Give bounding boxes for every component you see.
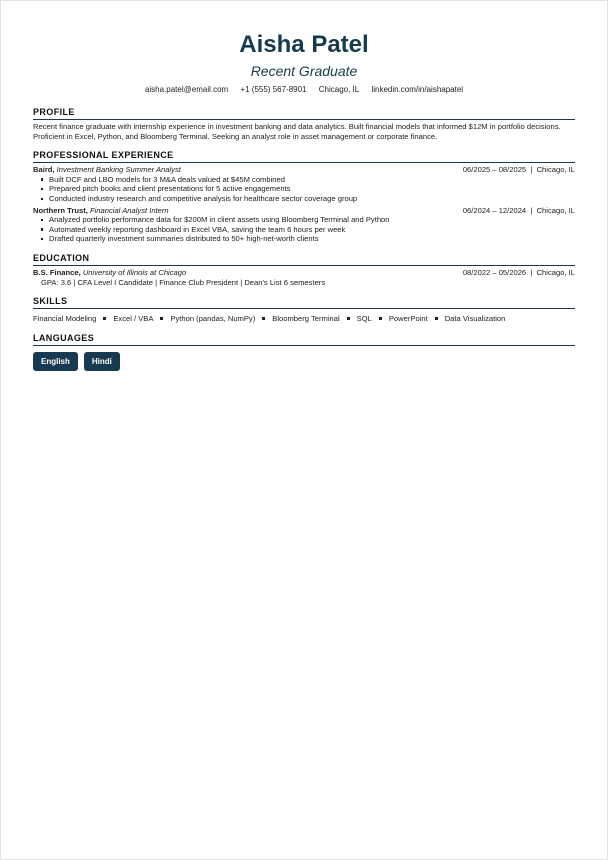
education-header: B.S. Finance, University of Illinois at Chicago 08/2022 – 05/2026 | Chicago, IL <box>33 267 575 277</box>
job-dates: 06/2024 – 12/2024 <box>462 205 527 215</box>
job-bullets <box>33 175 575 204</box>
job-role: Investment Banking Summer Analyst <box>56 165 181 175</box>
experience-heading: PROFESSIONAL EXPERIENCE <box>33 150 575 163</box>
contact-line <box>33 85 575 95</box>
school: University of Illinois at Chicago <box>82 267 187 277</box>
job-header: Northern Trust, Financial Analyst Intern 06/2024 – 12/2024 | Chicago, IL <box>33 205 575 215</box>
skills-heading: SKILLS <box>33 296 575 309</box>
contact-email: aisha.patel@email.com <box>144 85 229 94</box>
job-bullet: Analyzed portfolio performance data for $200M in client assets using Bloomberg Terminal and Python <box>49 215 575 225</box>
profile-heading: PROFILE <box>33 107 575 120</box>
job-bullet: Prepared pitch books and client presentations for 5 active engagements <box>49 184 575 194</box>
contact-phone: +1 (555) 567-8901 <box>240 85 307 94</box>
job-org: Baird, <box>33 165 55 175</box>
skills-list <box>33 314 575 324</box>
language-chip: Hindi <box>84 352 120 371</box>
education-location: Chicago, IL <box>536 267 575 277</box>
languages-list <box>33 352 575 371</box>
bullet-dot <box>262 317 265 320</box>
contact-linkedin: linkedin.com/in/aishapatel <box>371 85 464 94</box>
bullet-dot <box>160 317 163 320</box>
education-heading: EDUCATION <box>33 253 575 266</box>
job-bullet: Automated weekly reporting dashboard in Excel VBA, saving the team 6 hours per week <box>49 225 575 235</box>
job-bullets <box>33 215 575 244</box>
job-org: Northern Trust, <box>33 205 88 215</box>
language-chip: English <box>33 352 78 371</box>
job-bullet: Built DCF and LBO models for 3 M&A deals valued at $45M combined <box>49 175 575 185</box>
bullet-dot <box>379 317 382 320</box>
languages-heading: LANGUAGES <box>33 333 575 346</box>
candidate-title: Recent Graduate <box>250 63 358 79</box>
education-entry <box>33 268 575 287</box>
bullet-dot <box>103 317 106 320</box>
skill-item: Bloomberg Terminal <box>272 314 340 324</box>
skill-item: PowerPoint <box>388 314 428 324</box>
skill-item: Data Visualization <box>444 314 506 324</box>
job-bullet: Drafted quarterly investment summaries distributed to 50+ high-net-worth clients <box>49 234 575 244</box>
skill-item: Python (pandas, NumPy) <box>170 314 256 324</box>
education-dates: 08/2022 – 05/2026 <box>462 267 527 277</box>
candidate-name: Aisha Patel <box>239 31 369 58</box>
profile-text: Recent finance graduate with internship experience in investment banking and data analytics. Built financial models that informed $12M in portfolio decisions. Proficient in Excel, Python, and Bloomberg Terminal. Seeking an analyst role in asset management or corporate finance. <box>33 122 561 141</box>
skill-item: SQL <box>356 314 372 324</box>
job-bullet: Conducted industry research and competitive analysis for healthcare sector coverage group <box>49 194 575 204</box>
job-location: Chicago, IL <box>536 205 575 215</box>
bullet-dot <box>347 317 350 320</box>
job-entry <box>33 165 575 203</box>
skill-item: Financial Modeling <box>33 314 97 324</box>
skill-item: Excel / VBA <box>113 314 154 324</box>
job-dates: 06/2025 – 08/2025 <box>462 165 527 175</box>
job-entry <box>33 206 575 244</box>
degree: B.S. Finance, <box>33 267 81 277</box>
education-details: GPA: 3.6 | CFA Level I Candidate | Finance Club President | Dean's List 6 semesters <box>41 277 326 287</box>
job-location: Chicago, IL <box>536 165 575 175</box>
bullet-dot <box>435 317 438 320</box>
job-role: Financial Analyst Intern <box>89 205 169 215</box>
job-header: Baird, Investment Banking Summer Analyst 06/2025 – 08/2025 | Chicago, IL <box>33 165 575 175</box>
contact-location: Chicago, IL <box>318 85 360 94</box>
